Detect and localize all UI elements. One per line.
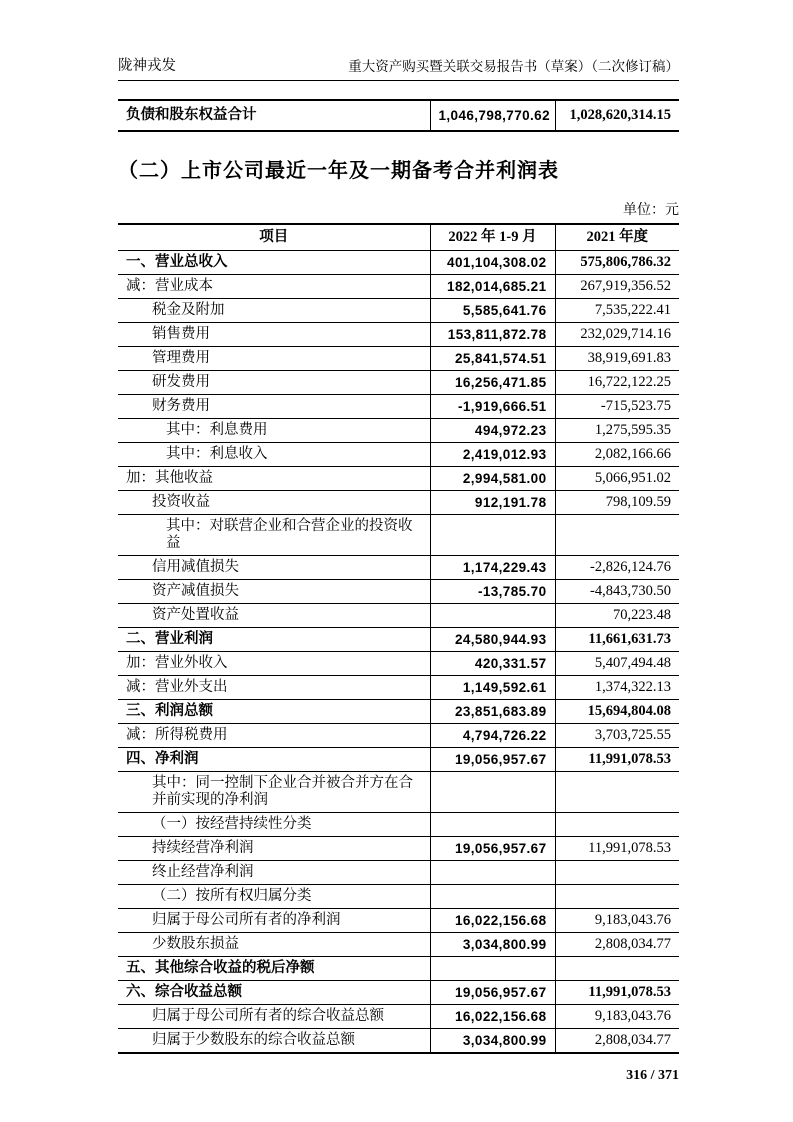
table-row xyxy=(118,443,679,467)
item-label: 其中：利息收入 xyxy=(118,443,430,467)
item-label: 加：营业外收入 xyxy=(118,652,430,676)
item-label: 资产处置收益 xyxy=(118,604,430,628)
table-header-row xyxy=(118,224,679,251)
value-2022: 1,174,229.43 xyxy=(430,556,555,580)
table-row xyxy=(118,299,679,323)
item-label: 其中：同一控制下企业合并被合并方在合并前实现的净利润 xyxy=(118,772,430,813)
item-label: 一、营业总收入 xyxy=(118,251,430,275)
table-row xyxy=(118,933,679,957)
value-2021 xyxy=(555,885,679,909)
value-2021: 9,183,043.76 xyxy=(555,909,679,933)
item-label: 三、利润总额 xyxy=(118,700,430,724)
column-header-2021: 2021 年度 xyxy=(555,224,679,251)
table-row xyxy=(118,604,679,628)
pro-forma-income-statement-table xyxy=(118,223,679,1054)
value-2021: 575,806,786.32 xyxy=(555,251,679,275)
value-2021: 1,028,620,314.15 xyxy=(555,100,679,131)
item-label: 持续经营净利润 xyxy=(118,837,430,861)
value-2022: 1,149,592.61 xyxy=(430,676,555,700)
item-label: 归属于母公司所有者的综合收益总额 xyxy=(118,1005,430,1029)
value-2021: 2,808,034.77 xyxy=(555,1029,679,1054)
item-label: 归属于少数股东的综合收益总额 xyxy=(118,1029,430,1054)
value-2021: 11,661,631.73 xyxy=(555,628,679,652)
item-label: 信用减值损失 xyxy=(118,556,430,580)
table-row xyxy=(118,467,679,491)
table-row xyxy=(118,491,679,515)
table-row xyxy=(118,748,679,772)
item-label: 四、净利润 xyxy=(118,748,430,772)
item-label: 二、营业利润 xyxy=(118,628,430,652)
value-2021: 70,223.48 xyxy=(555,604,679,628)
item-label: 归属于母公司所有者的净利润 xyxy=(118,909,430,933)
header-company-name: 陇神戎发 xyxy=(118,58,176,74)
value-2021 xyxy=(555,861,679,885)
value-2022: 19,056,957.67 xyxy=(430,837,555,861)
value-2022: 2,994,581.00 xyxy=(430,467,555,491)
value-2022: 494,972.23 xyxy=(430,419,555,443)
item-label: 税金及附加 xyxy=(118,299,430,323)
unit-label: 单位：元 xyxy=(623,203,679,218)
table-row xyxy=(118,813,679,837)
value-2021: 5,407,494.48 xyxy=(555,652,679,676)
item-label: 加：其他收益 xyxy=(118,467,430,491)
item-label: 其中：对联营企业和合营企业的投资收益 xyxy=(118,515,430,556)
value-2021: -715,523.75 xyxy=(555,395,679,419)
table-row xyxy=(118,580,679,604)
value-2022: 16,022,156.68 xyxy=(430,909,555,933)
balance-sheet-total-table xyxy=(118,99,679,132)
value-2022: 4,794,726.22 xyxy=(430,724,555,748)
item-label: 资产减值损失 xyxy=(118,580,430,604)
value-2022: 2,419,012.93 xyxy=(430,443,555,467)
page-number: 316 / 371 xyxy=(626,1068,679,1083)
column-header-2022: 2022 年 1-9 月 xyxy=(430,224,555,251)
value-2022 xyxy=(430,813,555,837)
table-row xyxy=(118,323,679,347)
value-2022: 19,056,957.67 xyxy=(430,748,555,772)
item-label: 负债和股东权益合计 xyxy=(126,107,257,123)
item-label: （一）按经营持续性分类 xyxy=(118,813,430,837)
table-row xyxy=(118,556,679,580)
value-2021 xyxy=(555,515,679,556)
header-report-title: 重大资产购买暨关联交易报告书（草案）（二次修订稿） xyxy=(348,59,679,74)
item-label: 终止经营净利润 xyxy=(118,861,430,885)
table-row xyxy=(118,347,679,371)
table-row xyxy=(118,1029,679,1054)
value-2021: 3,703,725.55 xyxy=(555,724,679,748)
table-row xyxy=(118,837,679,861)
value-2022: 3,034,800.99 xyxy=(430,933,555,957)
value-2022: -1,919,666.51 xyxy=(430,395,555,419)
table-row xyxy=(118,371,679,395)
value-2021: 232,029,714.16 xyxy=(555,323,679,347)
table-row xyxy=(118,515,679,556)
item-label: 减：营业成本 xyxy=(118,275,430,299)
value-2022 xyxy=(430,861,555,885)
value-2022: 182,014,685.21 xyxy=(430,275,555,299)
value-2022: 912,191.78 xyxy=(430,491,555,515)
value-2021: 11,991,078.53 xyxy=(555,837,679,861)
item-label: 减：所得税费用 xyxy=(118,724,430,748)
table-row xyxy=(118,251,679,275)
value-2021: 7,535,222.41 xyxy=(555,299,679,323)
item-label: 投资收益 xyxy=(118,491,430,515)
item-label: 销售费用 xyxy=(118,323,430,347)
running-header xyxy=(118,0,679,81)
item-label: 财务费用 xyxy=(118,395,430,419)
value-2021 xyxy=(555,772,679,813)
value-2022 xyxy=(430,885,555,909)
value-2022: 153,811,872.78 xyxy=(430,323,555,347)
value-2021: 5,066,951.02 xyxy=(555,467,679,491)
value-2021: 798,109.59 xyxy=(555,491,679,515)
value-2022 xyxy=(430,957,555,981)
value-2022 xyxy=(430,515,555,556)
table-row xyxy=(118,772,679,813)
table-row xyxy=(118,628,679,652)
value-2022: 16,256,471.85 xyxy=(430,371,555,395)
value-2022: 25,841,574.51 xyxy=(430,347,555,371)
table-row xyxy=(118,885,679,909)
table-row xyxy=(118,981,679,1005)
table-row xyxy=(118,395,679,419)
table-row xyxy=(118,275,679,299)
value-2021 xyxy=(555,957,679,981)
value-2021: 267,919,356.52 xyxy=(555,275,679,299)
table-row xyxy=(118,676,679,700)
item-label: 其中：利息费用 xyxy=(118,419,430,443)
value-2021: 1,374,322.13 xyxy=(555,676,679,700)
value-2021: 16,722,122.25 xyxy=(555,371,679,395)
value-2021: 15,694,804.08 xyxy=(555,700,679,724)
value-2021: 9,183,043.76 xyxy=(555,1005,679,1029)
table-row xyxy=(118,100,679,131)
value-2021: 2,082,166.66 xyxy=(555,443,679,467)
value-2022: 23,851,683.89 xyxy=(430,700,555,724)
item-label: 减：营业外支出 xyxy=(118,676,430,700)
value-2022: 16,022,156.68 xyxy=(430,1005,555,1029)
value-2022: 5,585,641.76 xyxy=(430,299,555,323)
item-label: 五、其他综合收益的税后净额 xyxy=(118,957,430,981)
value-2022 xyxy=(430,772,555,813)
item-label: 研发费用 xyxy=(118,371,430,395)
value-2021: 38,919,691.83 xyxy=(555,347,679,371)
item-label: 六、综合收益总额 xyxy=(118,981,430,1005)
value-2021: 11,991,078.53 xyxy=(555,981,679,1005)
value-2021: -2,826,124.76 xyxy=(555,556,679,580)
value-2022: 19,056,957.67 xyxy=(430,981,555,1005)
column-header-item: 项目 xyxy=(118,224,430,251)
section-title: （二）上市公司最近一年及一期备考合并利润表 xyxy=(118,160,559,182)
table-row xyxy=(118,724,679,748)
value-2021: -4,843,730.50 xyxy=(555,580,679,604)
value-2022: 401,104,308.02 xyxy=(430,251,555,275)
value-2021 xyxy=(555,813,679,837)
item-label: （二）按所有权归属分类 xyxy=(118,885,430,909)
table-row xyxy=(118,957,679,981)
value-2022: 3,034,800.99 xyxy=(430,1029,555,1054)
table-row xyxy=(118,700,679,724)
value-2021: 1,275,595.35 xyxy=(555,419,679,443)
table-body xyxy=(118,251,679,1054)
value-2021: 2,808,034.77 xyxy=(555,933,679,957)
table-row xyxy=(118,652,679,676)
table-row xyxy=(118,1005,679,1029)
value-2022: 1,046,798,770.62 xyxy=(430,100,555,131)
value-2021: 11,991,078.53 xyxy=(555,748,679,772)
value-2022: 24,580,944.93 xyxy=(430,628,555,652)
value-2022: 420,331.57 xyxy=(430,652,555,676)
document-page xyxy=(118,0,679,1084)
table-row xyxy=(118,861,679,885)
value-2022 xyxy=(430,604,555,628)
value-2022: -13,785.70 xyxy=(430,580,555,604)
item-label: 管理费用 xyxy=(118,347,430,371)
table-row xyxy=(118,909,679,933)
item-label: 少数股东损益 xyxy=(118,933,430,957)
table-row xyxy=(118,419,679,443)
